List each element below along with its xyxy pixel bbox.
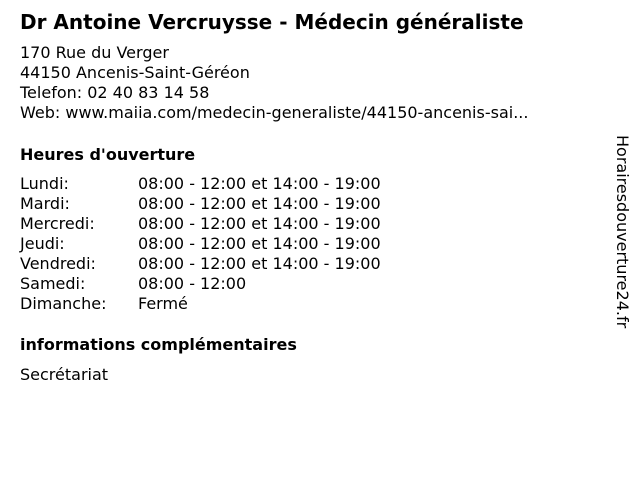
opening-hours-heading: Heures d'ouverture <box>20 145 196 164</box>
hours-row <box>20 194 381 214</box>
hours-row <box>20 274 381 294</box>
hours-row <box>20 174 381 194</box>
hours-row <box>20 234 381 254</box>
hours-time: 08:00 - 12:00 et 14:00 - 19:00 <box>138 254 381 273</box>
additional-info-text: Secrétariat <box>20 365 109 384</box>
hours-day: Samedi: <box>20 274 86 293</box>
address-block <box>20 43 528 123</box>
hours-row <box>20 294 381 314</box>
hours-day: Dimanche: <box>20 294 107 313</box>
hours-day: Mardi: <box>20 194 70 213</box>
site-watermark: Horairesdouverture24.fr <box>613 135 632 329</box>
hours-time: 08:00 - 12:00 et 14:00 - 19:00 <box>138 234 381 253</box>
opening-hours-table <box>20 174 381 314</box>
hours-row <box>20 214 381 234</box>
hours-day: Mercredi: <box>20 214 95 233</box>
hours-time: 08:00 - 12:00 et 14:00 - 19:00 <box>138 214 381 233</box>
street-address: 170 Rue du Verger <box>20 43 169 62</box>
hours-time: 08:00 - 12:00 et 14:00 - 19:00 <box>138 194 381 213</box>
website-link: Web: www.maiia.com/medecin-generaliste/44150-ancenis-sai... <box>20 103 529 122</box>
hours-day: Vendredi: <box>20 254 96 273</box>
hours-day: Jeudi: <box>20 234 65 253</box>
hours-time: 08:00 - 12:00 <box>138 274 247 293</box>
hours-day: Lundi: <box>20 174 69 193</box>
hours-time: Fermé <box>138 294 188 313</box>
page-title: Dr Antoine Vercruysse - Médecin généraliste <box>20 10 524 34</box>
hours-row <box>20 254 381 274</box>
additional-info-heading: informations complémentaires <box>20 335 297 354</box>
hours-time: 08:00 - 12:00 et 14:00 - 19:00 <box>138 174 381 193</box>
city-address: 44150 Ancenis-Saint-Géréon <box>20 63 250 82</box>
phone-number: Telefon: 02 40 83 14 58 <box>20 83 210 102</box>
